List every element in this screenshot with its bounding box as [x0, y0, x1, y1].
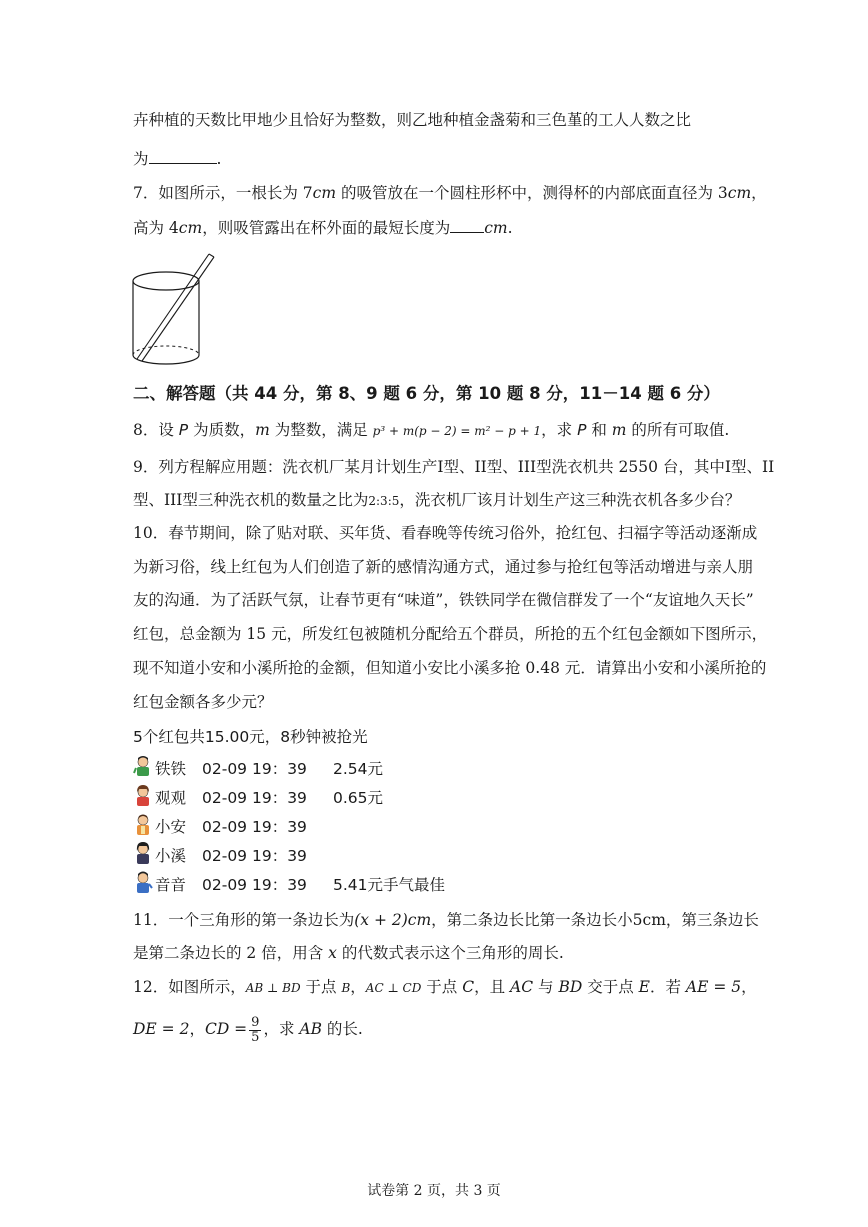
q7-unit: cm	[484, 219, 508, 237]
child-orange-avatar-icon	[133, 813, 153, 837]
q10-line	[133, 557, 753, 577]
q12-text: ，	[189, 1020, 205, 1038]
q10-text: 现不知道小安和小溪所抢的金额，但知道小安比小溪多抢 0.48 元．请算出小安和小溪所抢的	[133, 659, 767, 677]
q6-text-2: 为	[133, 150, 149, 168]
q7-unit: cm	[727, 184, 752, 202]
q12-text: ，且	[474, 978, 511, 996]
red-packet-name: 音音	[155, 876, 187, 894]
q10-text: 为新习俗，线上红包为人们创造了新的感情沟通方式，通过参与抢红包等活动增进与亲人朋	[133, 558, 754, 576]
q6-continuation-line2	[133, 147, 221, 169]
q12-segment: AB	[299, 1020, 322, 1038]
q8-text-f: 的所有可取值.	[626, 421, 730, 439]
q12-text: ，	[350, 978, 366, 996]
answer-blank[interactable]	[450, 216, 484, 233]
girl-red-avatar-icon	[133, 784, 153, 808]
section-heading	[133, 384, 720, 404]
q12-segment: BD	[558, 978, 583, 996]
q9-line2	[133, 490, 740, 511]
q11-text-e: 的代数式表示这个三角形的周长.	[336, 944, 564, 962]
q12-point: B	[341, 981, 351, 995]
q11-text-b: ，第二条边长比第一条边长小	[431, 911, 633, 929]
q11-diff: 5cm	[632, 911, 666, 929]
page-number: 试卷第 2 页，共 3 页	[367, 1183, 501, 1199]
q6-period: .	[216, 150, 222, 168]
q7-line1	[133, 183, 767, 203]
red-packet-name: 小溪	[155, 847, 187, 865]
q11-text-a: 11．一个三角形的第一条边长为	[133, 911, 355, 929]
q8-formula: p³ + m(p − 2) = m² − p + 1	[372, 424, 542, 438]
q12-point: E	[638, 978, 650, 996]
q12-math: AC ⊥ CD	[365, 981, 422, 995]
red-packet-summary	[133, 727, 368, 747]
q12-text: 交于点	[582, 978, 639, 996]
girl-dark-avatar-icon	[133, 842, 153, 866]
red-packet-time: 02-09 19：39	[202, 818, 307, 836]
q12-text: ，求	[263, 1020, 300, 1038]
red-packet-name: 铁铁	[155, 760, 187, 778]
red-packet-time: 02-09 19：39	[202, 789, 307, 807]
q12-text: 于点	[421, 978, 463, 996]
red-packet-name: 观观	[155, 789, 187, 807]
q8-var-p: P	[178, 421, 189, 439]
red-packet-name: 小安	[155, 818, 187, 836]
q6-text-1: 卉种植的天数比甲地少且恰好为整数，则乙地种植金盏菊和三色堇的工人人数之比	[133, 111, 692, 129]
q12-text: 的长.	[321, 1020, 363, 1038]
red-packet-amount: 2.54元	[333, 760, 384, 778]
red-packet-amount: 5.41元手气最佳	[333, 876, 446, 894]
q12-fraction-numerator: 9	[251, 1014, 260, 1030]
cylinder-straw-figure	[128, 248, 220, 370]
q7-period: .	[507, 219, 513, 237]
q12-point: C	[462, 978, 475, 996]
boy-green-avatar-icon	[133, 755, 153, 779]
q12-line2	[133, 1014, 363, 1045]
q10-line	[133, 692, 273, 712]
q12-text: 12．如图所示，	[133, 978, 246, 996]
q11-line2	[133, 943, 564, 963]
q12-fraction	[249, 1016, 261, 1045]
q9-text-3: ，洗衣机厂该月计划生产这三种洗衣机各多少台？	[399, 491, 741, 509]
q12-text: ．若	[649, 978, 686, 996]
q9-text-1: 9．列方程解应用题：洗衣机厂某月计划生产I型、II型、III型洗衣机共 2550 台，其中I型、II	[133, 458, 775, 476]
q10-line	[133, 523, 757, 543]
q12-math: CD =	[204, 1020, 248, 1038]
q10-line	[133, 658, 766, 678]
q11-text-d: 是第二条边长的 2 倍，用含	[133, 944, 329, 962]
boy-blue-avatar-icon	[133, 871, 153, 895]
q11-line1	[133, 910, 759, 930]
q6-continuation-line1	[133, 110, 691, 130]
q11-text-c: ，第三条边长	[665, 911, 759, 929]
q8-text-d: ，求	[541, 421, 578, 439]
red-packet-time: 02-09 19：39	[202, 876, 307, 894]
q9-line1	[133, 457, 774, 477]
q8-text-a: 8．设	[133, 421, 179, 439]
q11-side1: (x + 2)cm	[354, 911, 432, 929]
q9-ratio: 2:3:5	[368, 494, 400, 508]
q7-line2	[133, 216, 513, 238]
q10-text: 红包，总金额为 15 元，所发红包被随机分配给五个群员，所抢的五个红包金额如下图所示，	[133, 625, 768, 643]
q8-text-e: 和	[586, 421, 612, 439]
q7-unit: cm	[178, 219, 203, 237]
q9-text-2: 型、III型三种洗衣机的数量之比为	[133, 491, 369, 509]
q7-text-b: 的吸管放在一个圆柱形杯中，测得杯的内部底面直径为 3	[336, 184, 728, 202]
q8-text-b: 为质数，	[188, 421, 256, 439]
q10-line	[133, 590, 754, 610]
q12-math: DE = 2	[133, 1020, 190, 1038]
q7-text-e: ，则吸管露出在杯外面的最短长度为	[202, 219, 451, 237]
answer-blank[interactable]	[149, 147, 217, 164]
q8-line	[133, 420, 729, 441]
red-packet-time: 02-09 19：39	[202, 847, 307, 865]
q12-text: 于点	[300, 978, 342, 996]
q10-text: 10．春节期间，除了贴对联、买年货、看春晚等传统习俗外，抢红包、扫福字等活动逐渐成	[133, 524, 758, 542]
q7-unit: cm	[312, 184, 337, 202]
q12-line1	[133, 977, 757, 998]
q12-text: ，	[741, 978, 757, 996]
q8-var-m: m	[255, 421, 270, 439]
q10-text: 友的沟通．为了活跃气氛，让春节更有“味道”，铁铁同学在微信群发了一个“友谊地久天长”	[133, 591, 754, 609]
red-packet-amount: 0.65元	[333, 789, 384, 807]
q12-math: AB ⊥ BD	[245, 981, 301, 995]
red-packet-time: 02-09 19：39	[202, 760, 307, 778]
q7-text-d: 高为 4	[133, 219, 179, 237]
q8-text-c: 为整数，满足	[269, 421, 373, 439]
q8-var-p: P	[577, 421, 587, 439]
q7-text-a: 7．如图所示，一根长为 7	[133, 184, 313, 202]
q10-text: 红包金额各多少元？	[133, 693, 273, 711]
q11-var-x: x	[328, 944, 337, 962]
q10-line	[133, 624, 767, 644]
section-heading-text: 二、解答题（共 44 分，第 8、9 题 6 分，第 10 题 8 分，11－14 题 6 分）	[133, 384, 720, 403]
q12-text: 与	[533, 978, 559, 996]
page-footer	[0, 1180, 868, 1200]
q12-math: AE = 5	[685, 978, 742, 996]
q8-var-m: m	[611, 421, 627, 439]
q12-segment: AC	[510, 978, 534, 996]
q12-fraction-denominator: 5	[251, 1029, 260, 1045]
red-packet-summary-text: 5个红包共15.00元，8秒钟被抢光	[133, 728, 368, 746]
q7-text-c: ，	[751, 184, 767, 202]
